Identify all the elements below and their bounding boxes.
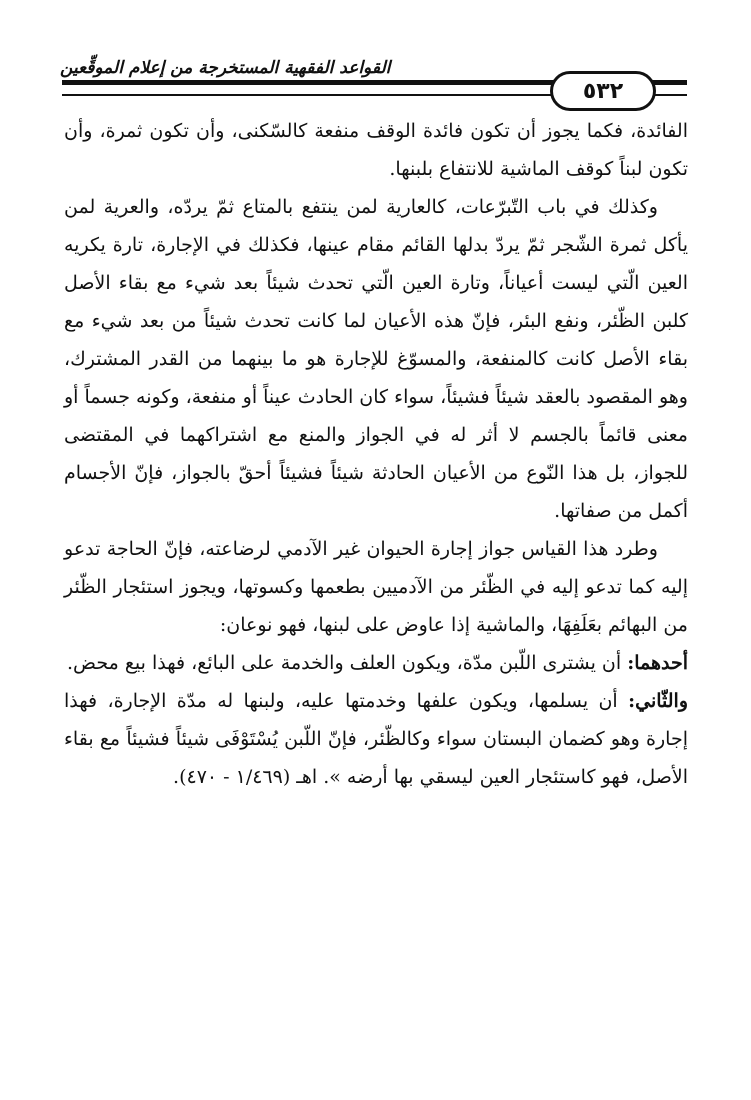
paragraph-4-text: أن يشترى اللّبن مدّة، ويكون العلف والخدمة على البائع، فهذا بيع محض. — [67, 652, 628, 674]
term-first: أحدهما: — [627, 652, 688, 674]
term-second: والثّاني: — [628, 690, 688, 712]
paragraph-5-text: أن يسلمها، ويكون علفها وخدمتها عليه، ولبنها له مدّة الإجارة، فهذا إجارة وهو كضمان البستان سواء وكالظّئر، فإنّ اللّبن يُسْتَوْفَى شيئاً فشيئاً مع بقاء الأصل، فهو كاستئجار العين ليسقي بها أرضه ». اهـ (١/٤٦٩ - ٤٧٠). — [64, 690, 688, 788]
paragraph-5 — [64, 682, 688, 796]
running-header-title: القواعد الفقهية المستخرجة من إعلام الموقِّعين — [60, 58, 391, 78]
paragraph-2: وكذلك في باب التّبرّعات، كالعارية لمن ينتفع بالمتاع ثمّ يردّه، والعرية لمن يأكل ثمرة الشّجر ثمّ يردّ بدلها القائم مقام عينها، فكذلك في الإجارة، تارة يكريه العين الّتي ليست أعياناً، وتارة العين الّتي تحدث شيئاً بعد شيء مع بقاء الأصل كلبن الظّئر، ونفع البئر، فإنّ هذه الأعيان لما كانت تحدث شيئاً من بعد شيء مع بقاء الأصل كانت كالمنفعة، والمسوّغ للإجارة هو ما بينهما من القدر المشترك، وهو المقصود بالعقد شيئاً فشيئاً، سواء كان الحادث عيناً أو منفعة، وكونه جسماً أو معنى قائماً بالجسم لا أثر له في الجواز والمنع مع اشتراكهما في المقتضى للجواز، بل هذا النّوع من الأعيان الحادثة شيئاً فشيئاً أحقّ بالجواز، فإنّ الأجسام أكمل من صفاتها. — [64, 196, 688, 522]
page-number-badge: ٥٣٢ — [550, 71, 656, 111]
body-text — [64, 112, 688, 796]
paragraph-3: وطرد هذا القياس جواز إجارة الحيوان غير الآدمي لرضاعته، فإنّ الحاجة تدعو إليه كما تدعو إليه في الظّئر من الآدميين بطعمها وكسوتها، ويجوز استئجار الظّئر من البهائم بعَلَفِهَا، والماشية إذا عاوض على لبنها، فهو نوعان: — [64, 538, 688, 636]
paragraph-4 — [64, 644, 688, 682]
paragraph-1: الفائدة، فكما يجوز أن تكون فائدة الوقف منفعة كالسّكنى، وأن تكون ثمرة، وأن تكون لبناً كوقف الماشية للانتفاع بلبنها. — [64, 120, 688, 180]
